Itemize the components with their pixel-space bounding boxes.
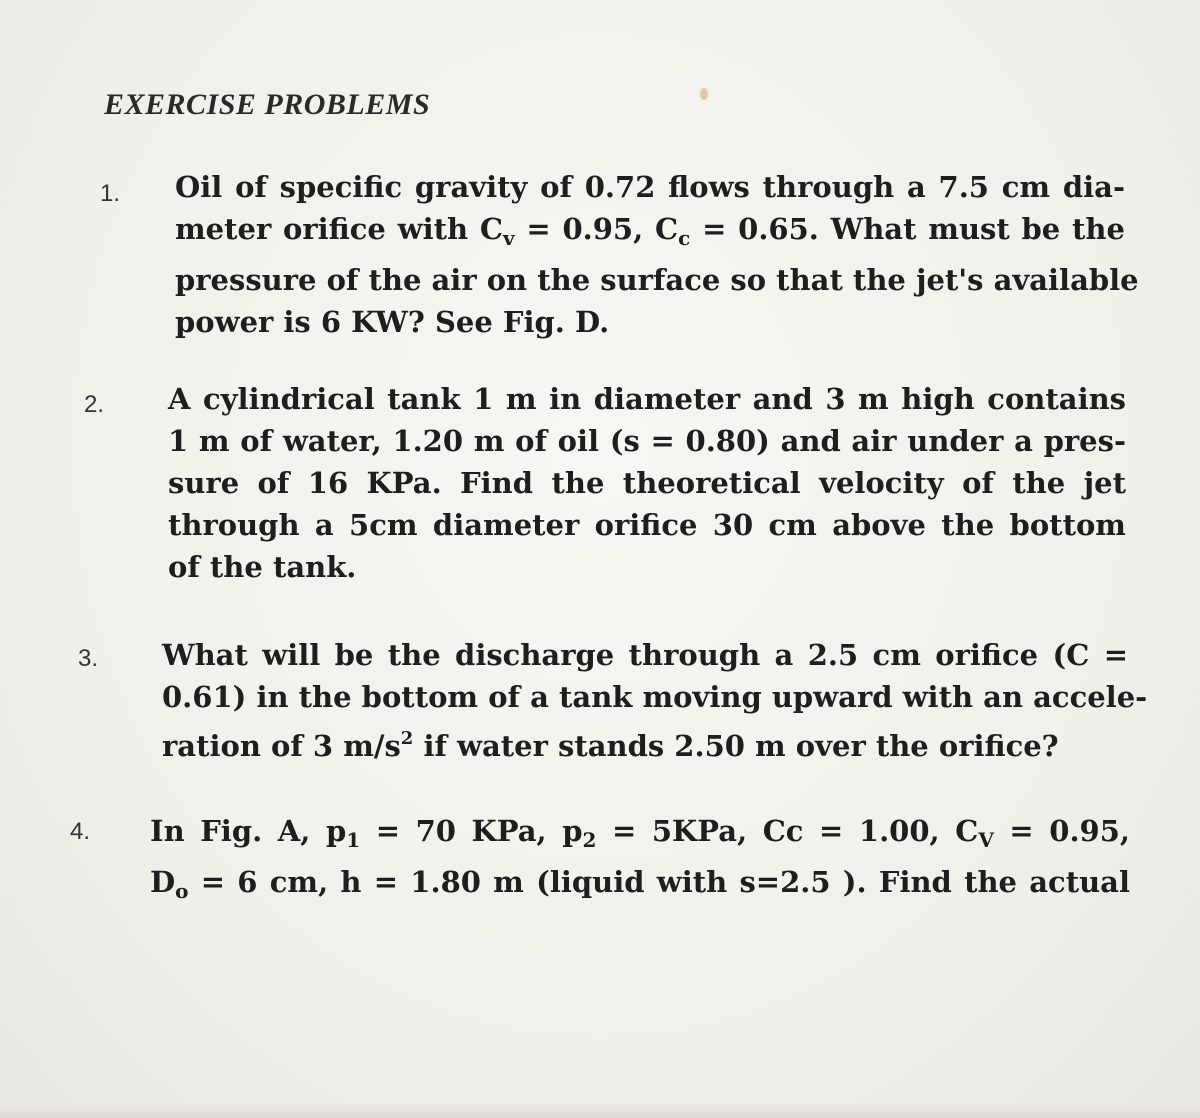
page-bottom-edge bbox=[0, 1104, 1200, 1118]
problem-2-line-4: through a 5cm diameter orifice 30 cm above the bottom bbox=[168, 508, 1126, 542]
page-heading: EXERCISE PROBLEMS bbox=[104, 88, 431, 121]
problem-1-number: 1. bbox=[100, 180, 121, 207]
problem-3-line-1: What will be the discharge through a 2.5 cm orifice (C = bbox=[162, 638, 1128, 672]
problem-4 bbox=[150, 810, 1130, 912]
problem-3-line-2: 0.61) in the bottom of a tank moving upward with an accele- bbox=[162, 680, 1148, 714]
problem-2 bbox=[168, 378, 1126, 588]
problem-2-number: 2. bbox=[84, 391, 105, 418]
problem-4-number: 4. bbox=[70, 818, 91, 845]
problem-1-line-4: power is 6 KW? See Fig. D. bbox=[175, 305, 610, 339]
problem-3-number: 3. bbox=[78, 645, 99, 672]
problem-1 bbox=[175, 166, 1139, 343]
problem-3-line-3: ration of 3 $m/s^2$ if water stands 2.50 m over the orifice? bbox=[162, 728, 1059, 763]
problem-4-line-2: $D_o = 6$ cm, h = 1.80 m (liquid with s=2.5 ). Find the actual bbox=[150, 865, 1130, 903]
problem-2-line-2: 1 m of water, 1.20 m of oil (s = 0.80) and air under a pres- bbox=[168, 424, 1126, 458]
problem-4-line-1: In Fig. A, $p_1 = 70$ KPa, $p_2 = 5KPa$, Cc = 1.00, $C_V = 0.95$, bbox=[150, 814, 1131, 852]
paper-stain bbox=[700, 88, 708, 100]
problem-3 bbox=[162, 634, 1148, 767]
problem-2-line-3: sure of 16 KPa. Find the theoretical velocity of the jet bbox=[168, 466, 1126, 500]
problem-1-line-1: Oil of specific gravity of 0.72 flows through a 7.5 cm dia- bbox=[175, 170, 1125, 204]
problem-2-line-5: of the tank. bbox=[168, 550, 357, 584]
problem-1-line-3: pressure of the air on the surface so that the jet's available bbox=[175, 263, 1139, 297]
problem-2-line-1: A cylindrical tank 1 m in diameter and 3 m high contains bbox=[168, 382, 1126, 416]
problem-1-line-2: meter orifice with $C_v = 0.95$, $C_c = 0.65$. What must be the bbox=[175, 212, 1125, 250]
